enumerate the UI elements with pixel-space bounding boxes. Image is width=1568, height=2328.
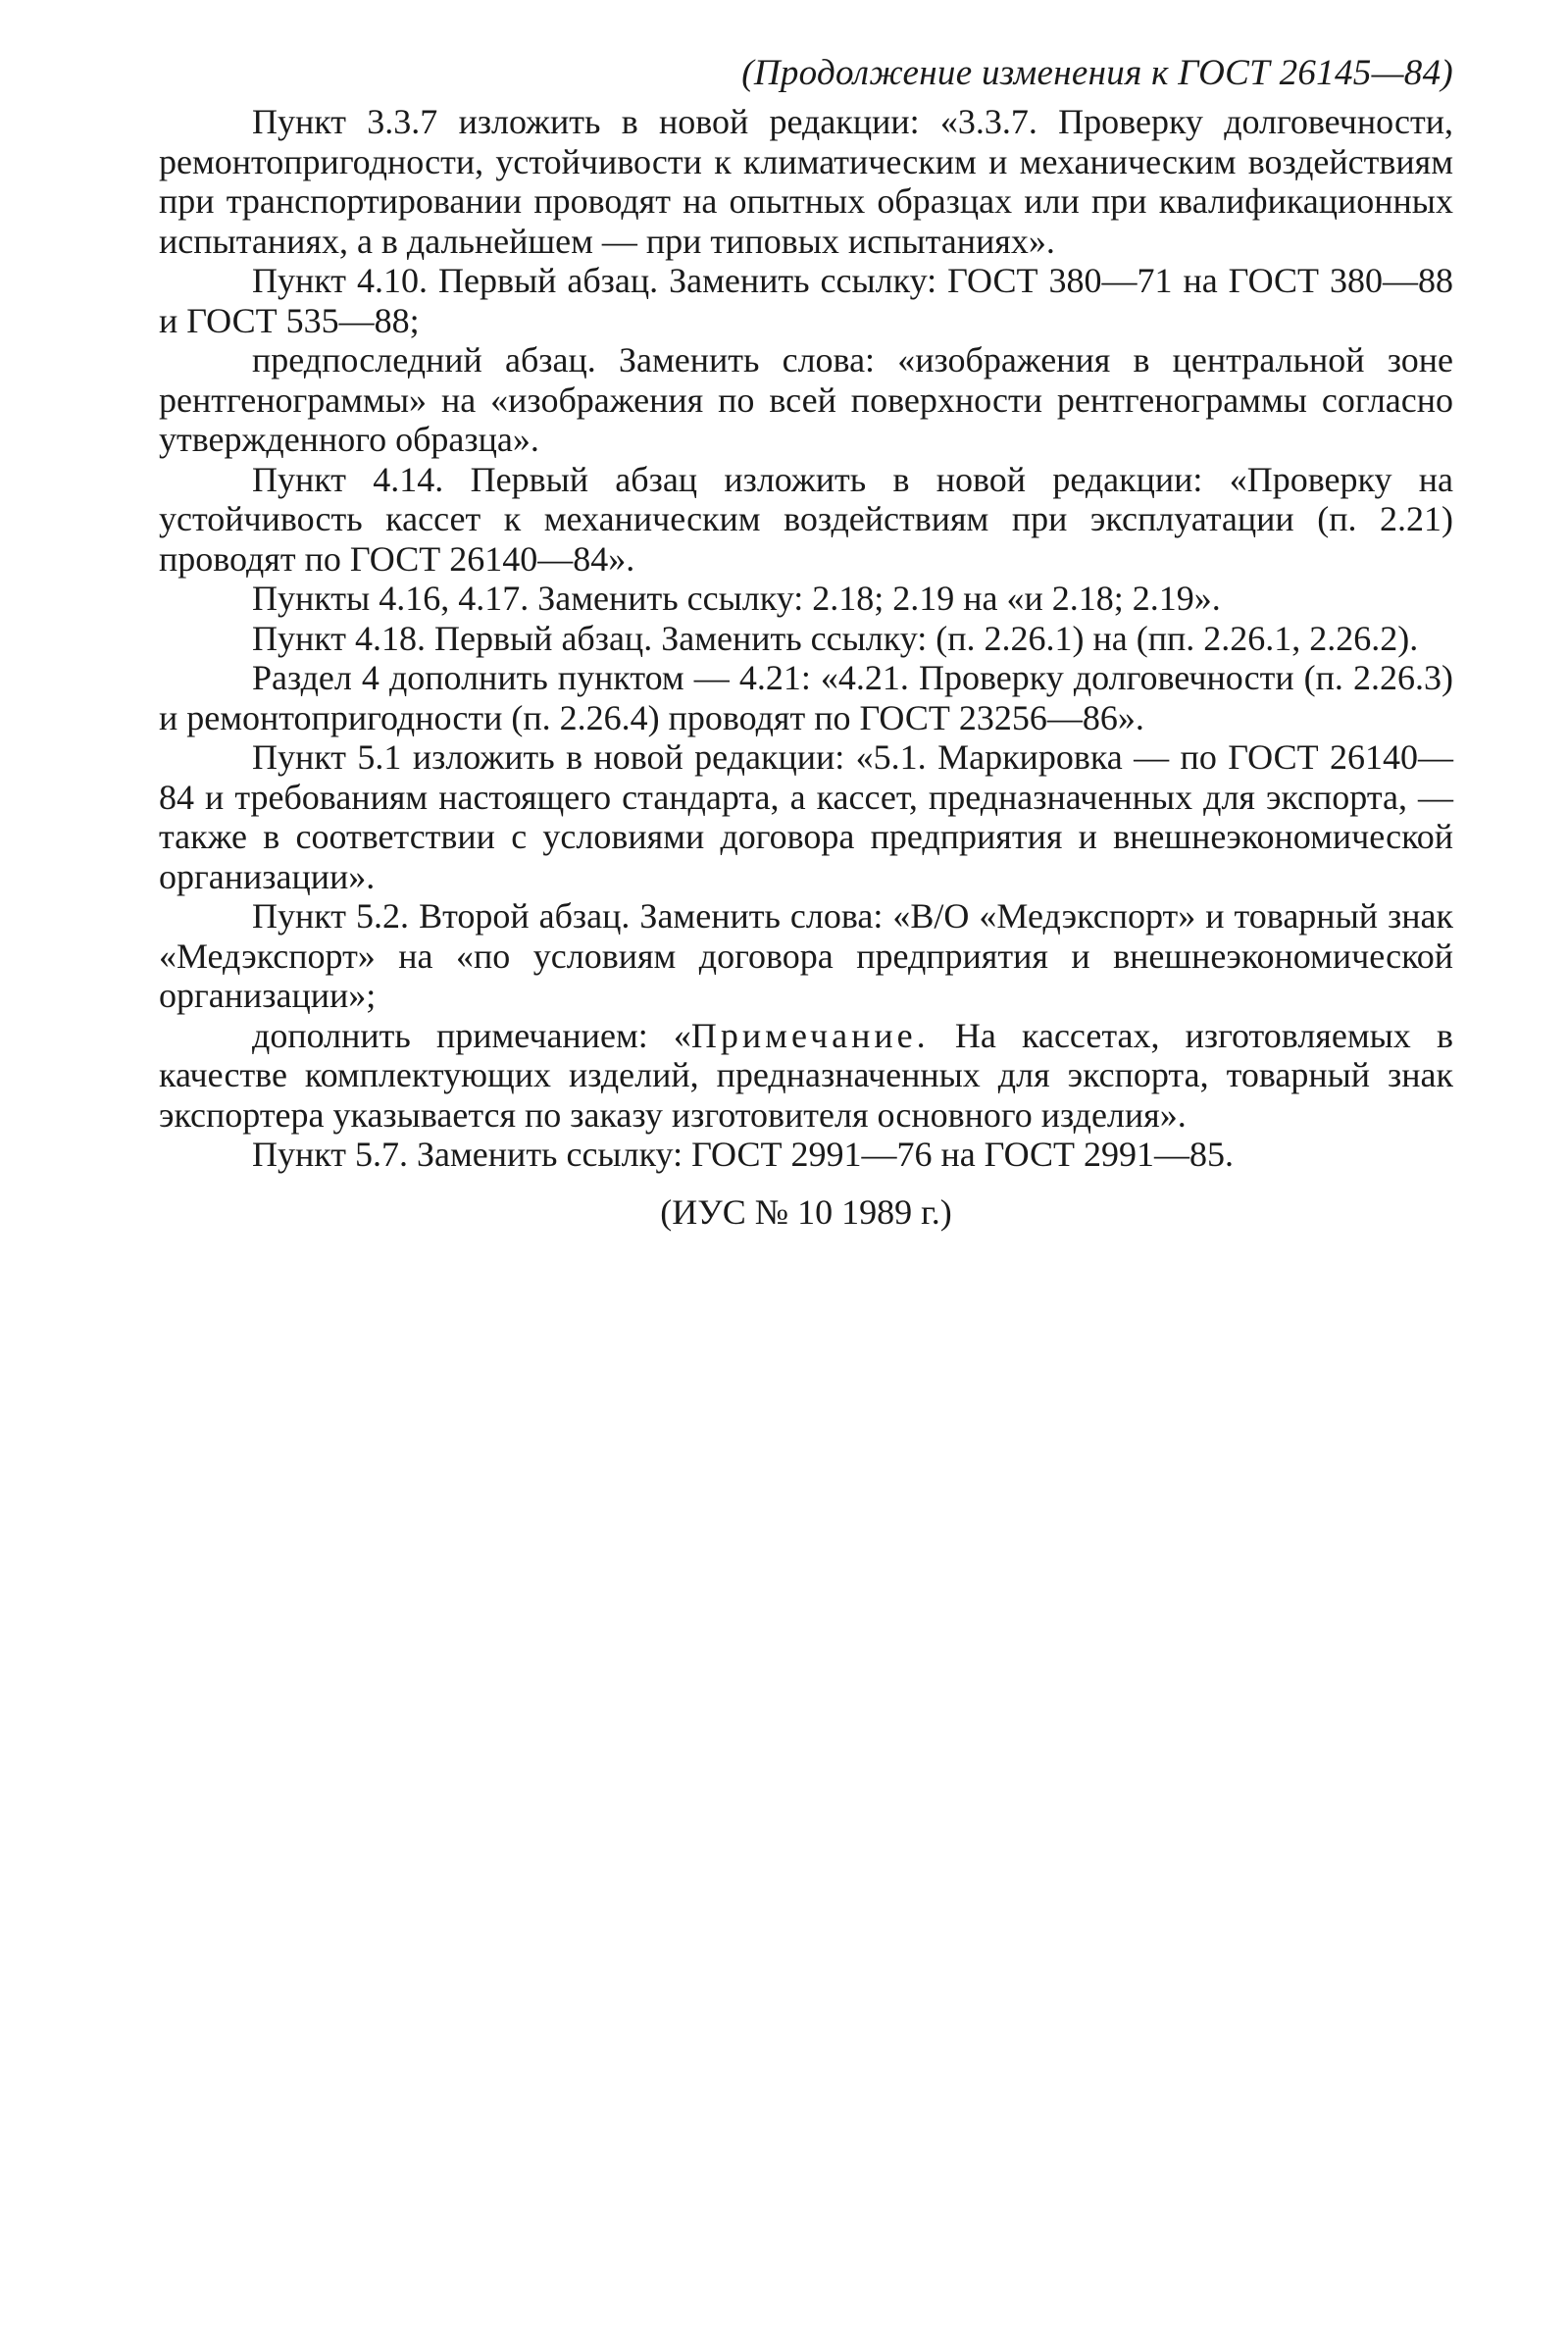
paragraph-4-10: Пункт 4.10. Первый абзац. Заменить ссылку: ГОСТ 380—71 на ГОСТ 380—88 и ГОСТ 535—88; <box>159 261 1453 340</box>
paragraph-5-2: Пункт 5.2. Второй абзац. Заменить слова: «В/О «Медэкспорт» и товарный знак «Медэкспорт» на «по условиям договора предприятия и внешнеэкономической организации»; <box>159 896 1453 1015</box>
paragraph-note <box>159 1016 1453 1136</box>
paragraph-4-14: Пункт 4.14. Первый абзац изложить в новой редакции: «Проверку на устойчивость кассет к механическим воздействиям при эксплуатации (п. 2.21) проводят по ГОСТ 26140—84». <box>159 459 1453 579</box>
paragraph-section-4: Раздел 4 дополнить пунктом — 4.21: «4.21. Проверку долговечности (п. 2.26.3) и ремонтопригодности (п. 2.26.4) проводят по ГОСТ 23256—86». <box>159 658 1453 737</box>
paragraph-4-10-penultimate: предпоследний абзац. Заменить слова: «изображения в центральной зоне рентгенограммы» на «изображения по всей поверхности рентгенограммы согласно утвержденного образца». <box>159 340 1453 459</box>
note-label: Примечание. <box>690 1015 930 1055</box>
source-reference: (ИУС № 10 1989 г.) <box>660 1191 952 1232</box>
paragraph-4-18: Пункт 4.18. Первый абзац. Заменить ссылку: (п. 2.26.1) на (пп. 2.26.1, 2.26.2). <box>252 618 1419 658</box>
document-page <box>159 51 1453 1234</box>
note-body: На кассетах, изготовляемых в качестве комплектующих изделий, предназначенных для экспорта, товарный знак экспортера указывается по заказу изготовителя основного изделия». <box>159 1015 1453 1135</box>
paragraph-3-3-7: Пункт 3.3.7 изложить в новой редакции: «3.3.7. Проверку долговечности, ремонтопригодности, устойчивости к климатическим и механическим воздействиям при транспортировании проводят на опытных образцах или при квалификационных испытаниях, а в дальнейшем — при типовых испытаниях». <box>159 102 1453 261</box>
paragraph-5-1: Пункт 5.1 изложить в новой редакции: «5.1. Маркировка — по ГОСТ 26140—84 и требованиям настоящего стандарта, а кассет, предназначенных для экспорта, — также в соответствии с условиями договора предприятия и внешнеэкономической организации». <box>159 737 1453 896</box>
paragraph-4-16-4-17: Пункты 4.16, 4.17. Заменить ссылку: 2.18; 2.19 на «и 2.18; 2.19». <box>252 579 1221 618</box>
continuation-header: (Продолжение изменения к ГОСТ 26145—84) <box>741 53 1453 93</box>
paragraph-5-7: Пункт 5.7. Заменить ссылку: ГОСТ 2991—76 на ГОСТ 2991—85. <box>252 1135 1235 1174</box>
note-intro: дополнить примечанием: « <box>252 1015 691 1055</box>
